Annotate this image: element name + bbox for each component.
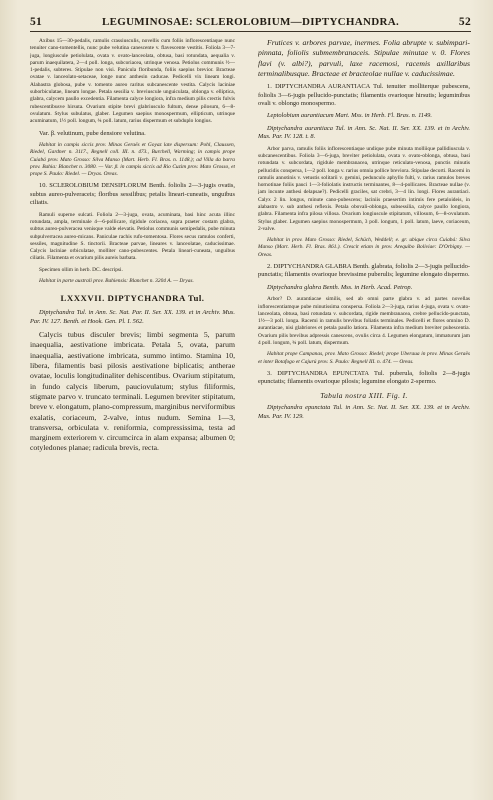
specimen-note: Specimen ollim in herb. DC. descripsi.	[39, 266, 123, 273]
habitat-paragraph: Habitat in prov. Mato Grosso: Riedel, Schüch, Weddell; e. gr. ubique circa Cuiabá: Silva Manso (Mart. Herb. Fl. Bras. 861.). Crescit etiam in prov. Arequibo Boliviae: D'Orbigny. — Oreas.	[258, 237, 470, 258]
plate-reference: Tabula nostra XIII. Fig. I.	[320, 390, 408, 400]
species-heading: 3. DIPTYCHANDRA EPUNCTATA Tul. puberula, foliolis 2—8-jugis epunctatis; filamentis ovarioque pilosis; legumine elongato 2-spermo.	[258, 369, 470, 386]
genus-intro: Frutices v. arbores parvae, inermes. Folia abrupte v. subimpari-pinnata, foliolis submembranaceis. Stipulae minutae v. 0. Flores flavi (v. albi?), parvuli, laxe racemosi, racemis axillaribus terminalibusque. Bracteae et bracteolae nullae v. caducissimae.	[258, 38, 470, 78]
genus-description: Calycis tubus disculer brevis; limbi segmenta 5, parum inaequalia, aestivatione imbricata. Petala 5, ovata, parum inaequalia, aestivatione imbricata, summo intimo. Stamina 10, libera, filamentis basi pilosis aestivatione biplicatis; antherae ovatae, loculis longitudinaliter dehiscentibus. Ovarium stipitatum, in fundo calycis liberum, pauciovulatum; stylus filiformis, stigmate parvo v. truncato terminali. Legumen breviter stipitatum, breve v. elongatum, plano-compressum, marginibus nerviformibus exalatis, coriaceum, 2-valve, intus nudum. Semina 1—3, transversa, orbiculata v. reniformia, compressissima, testa ad marginem exteriorem v. circumcirca in alam expansa; albumen 0; cotyledones planae; radicula brevis, recta.	[30, 330, 235, 453]
page-number-left: 51	[30, 16, 43, 28]
species-heading: 1. DIPTYCHANDRA AURANTIACA Tul. tenuiter molliterque pubescens, foliolis 3—6-jugis pellucido-punctatis; filamentis ovarioque hirsutis; leguminibus ovali v. oblongo monospermo.	[258, 83, 470, 107]
synonym: Leptolobium aurantiacum Mart. Mss. in Herb. Fl. Bras. n. 1149.	[267, 112, 432, 120]
species-description: Arbor parva, ramulis foliis inflorescentiaque undique pube minuta molliique pallidiuscula v. subcanescentibus. Foliola 3—6-juga, breviter petiolulata, ovata v. ovato-oblonga, obtusa, basi rotundata v. subcordata, rigidule membranacea, utrinque reticulato-venosa, punctis minutis pellucidis conspersa, 1—2 poll. longa v. rarius omnia pollice breviora. Stipulae decorti. Racemi in ramulis annotinis v. vetustis solitarii v. gemini, pedunculo aphyllo fulti, v. rarius ramulos breves hornotinae foliis pauci 1—3-foliolatis instructis terminantes, 8—4-pollicares. Bracteae nullae (v. jam incunte anthesi delapsae?). Pedicelli graciles, sat crebri, 3—4 lin. longi. Flores aurantiaci. Calyx 2 lin. longus, minute cano-pubescens; laciniis praesertim intimis fere petaloideis, in alabastro v. sub anthesi reflexis. Petala obovali-oblonga, subsessilia, calyce paullo longiora, glabra. Filamenta infra pilosa villosa. Ovarium longiuscule stipitatum, villosum, 6—8-ovulatum. Stylus glaber. Legumen saepius monospermum, 3 poll. longum, 1 poll. latum, laeve, coriaceum, 2-valve.	[258, 145, 470, 232]
habitat-paragraph: Habitat in parte australi prov. Bahiensis: Blanchet n. 3204 A. — Dryas.	[39, 278, 194, 285]
synonym: Diptychandra epunctata Tul. in Ann. Sc. Nat. II. Ser. XX. 139. et in Archiv. Mus. Par. IV. 129.	[258, 404, 470, 420]
page-number-right: 52	[458, 16, 471, 28]
synonym: Diptychandra glabra Benth. Mss. in Herb. Acad. Petrop.	[267, 283, 413, 291]
running-header	[30, 16, 471, 30]
genus-reference: Diptychandra Tul. in Ann. Sc. Nat. Par. II. Ser. XX. 139. et in Archiv. Mus. Par. IV. 127. Benth. et Hook. Gen. Pl. I. 562.	[30, 309, 235, 325]
left-column	[30, 38, 235, 786]
species-heading: 2. DIPTYCHANDRA GLABRA Benth. glabrata, foliolis 2—3-jugis pellucido-punctatis; filamentis ovarioque brevissime puberulis; legumine elongato dispermo.	[258, 263, 470, 279]
species-description: Ramuli superne sulcati. Foliola 2—3-juga, ovata, acuminata, basi hinc acuta illinc rotundata, ampla, terminale 4—6-pollicare, rigidule coriacea, supra praeter costam glabra, subtus aureo-pulveracea venisque valde elevatis. Petiolus communis semipedalis, pube minuta subpulverracea aureo-micans. Paniculae rachis rufo-tomentosa. Flores secus ramulos conferti, sessiles, magnitudine S. tinctorii. Bracteae parvae, lineares v. lanceolatae, caducissimae. Calycis laciniae orbiculatae, molliter cano-pubescentes. Petala lineari-cuneata, unguibus ciliatis. Filamenta et ovarium pilis aureis barbata.	[30, 211, 235, 262]
synonym: Diptychandra aurantiaca Tul. in Ann. Sc. Nat. II. Ser. XX. 139. et in Archiv. Mus. Par. IV. 128. t. 8.	[258, 124, 470, 141]
habitat-paragraph: Habitat in campis siccis prov. Minas Geraës et Goyaz late dispersum: Pohl, Claussen, Riedel, Gardner n. 3117., Regnell coll. III. n. 473., Burchell, Warming; in campis prope Cuiabá prov. Mato Grosso: Silva Manso (Mart. Herb. Fl. Bras. n. 1148.); ad Villa da barra prov. Bahia: Blanchet n. 3080. — Var. β. in campis siccis ad Rio Cuzim prov. Mato Grosso, et prope S. Paulo: Riedel. — Dryas. Oreas.	[30, 141, 235, 178]
species-description: Arbor? D. aurantiacae similis, sed ab omni parte glabra v. ad partes novellas inflorescentiamque pube minutissima conspersa. Foliola 2—3-juga, rarius 4-juga, ovata v. ovato-lanceolata, obtusa, basi rotundata v. subcordata, rigide membranacea, crebre pellucido-punctata, 1½—3 poll. longa. Racemi in ramulis brevibus foliatis terminales. Pedicelli et flores omnino D. aurantiacae, nisi glabriores et petala paullo latiora. Filamenta infra medium breviter pubescentia. Ovarium pilis brevibus adpressis canescens, ovulis circa 4. Legumen elongatum, immaturum jam 4 poll. longum, ¾ poll. latum, dispermum.	[258, 296, 470, 347]
running-title: LEGUMINOSAE: SCLEROLOBIUM—DIPTYCHANDRA.	[101, 16, 400, 28]
habitat-paragraph: Habitat prope Campanas, prov. Mato Grosso: Riedel; prope Uberaua in prov. Minas Geraës et inter Botafogo et Cajurú prov. S. Paulo: Regnell III. n. 474. — Oreas.	[258, 351, 470, 365]
species-description: Axibus 15—30-pedalis, ramulis crassiusculis, novellis cum foliis inflorescentiaque nunc tenuiter cano-tomentellis, nunc pube velutina canescente v. flavescente vestitis. Foliola 3—7-juga, longiuscule petiolulata, ovata v. ovato-lanceolata, obtusa, basi rotundata, aequalia v. parum inaequilatera, 2—4 poll. longa, subcoriacea, utrinque venosa. Petiolus communis ½—1-pedalis, subteres. Stipulae non visi. Panicula floribunda, foliis saepius brevior. Bracteae ovatae v. lanceolato-setaceae, longe nunc anthesin caducae. Pedicelli vix lineam longi. Alabastra globosa, pube v. tomento aureo raritus subcanescente vestita. Calycis laciniae suborbiculatae, lineam longae. Petala sessilia v. breviuscule unguiculata, oblonga v. elliptica, glabra, calycem paullo excedentia. Filamenta calyce longiora, infra medium pilis crectis fulvis rubescentibusve hirsuta. Ovarium stipite brevi glabriusculo fultum, dense pilosum, 6—8-ovulatum. Stylus subulatus, glaber. Legumen saepius monospermum, ellipticum, utrinque acuminatum, 1½ poll. longum, ¾ poll. latum, rarius dispermum et subduplo longius.	[30, 38, 235, 125]
header-rule	[30, 31, 471, 32]
genus-heading: LXXXVII. DIPTYCHANDRA Tul.	[60, 293, 205, 304]
variety-note: Var. β. velutinum, pube densiore velutina.	[39, 129, 146, 137]
species-heading: 10. SCLEROLOBIUM DENSIFLORUM Benth. foliolis 2—3-jugis ovatis, subtus aureo-pulveraceis; floribus sessilibus; petalis lineari-cuneatis, unguibus ciliatis.	[30, 182, 235, 207]
right-column	[258, 38, 470, 786]
